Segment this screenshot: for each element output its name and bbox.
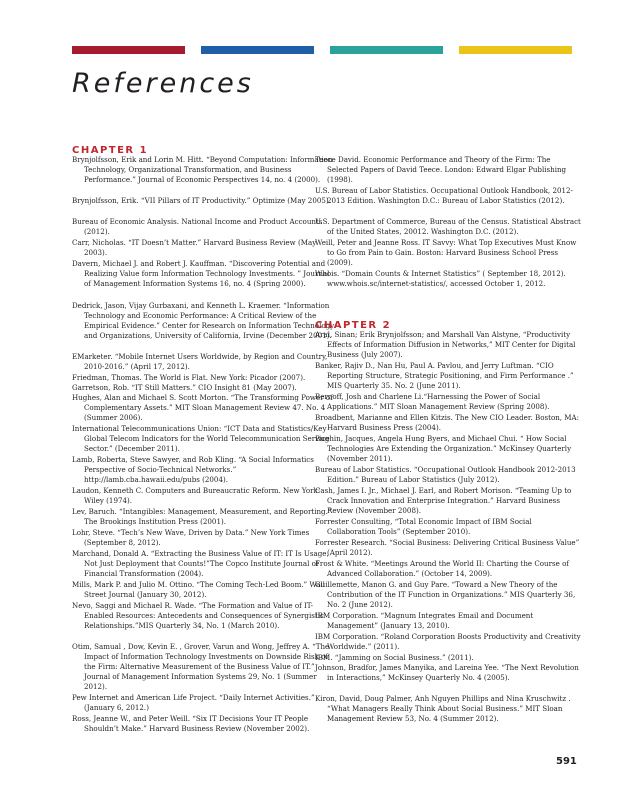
- reference-entry: Lamb, Roberta, Steve Sawyer, and Rob Kling. “A Social Informatics Perspective of Socio-Technical Networks.” http://lamb.cba.hawaii.edu/pubs (2004).: [72, 455, 314, 484]
- reference-entry: Bernoff, Josh and Charlene Li.“Harnessing the Power of Social Applications.” MIT Sloan Management Review (Spring 2008).: [315, 392, 550, 411]
- reference-entry: Weill, Peter and Jeanne Ross. IT Savvy: What Top Executives Must Know to Go from Pain to Gain. Boston: Harvard Business School Press (2009).: [315, 238, 577, 267]
- reference-entry: Frost & White. “Meetings Around the World II: Charting the Course of Advanced Collaboration.” (October 14, 2009).: [315, 559, 569, 578]
- reference-entry: Kiron, David, Doug Palmer, Anh Nguyen Phillips and Nina Kruschwitz . “What Managers Really Think About Social Business.” MIT Sloan Management Review 53, No. 4 (Summer 2012).: [315, 694, 571, 723]
- reference-entry: Bughin, Jacques, Angela Hung Byers, and Michael Chui. “ How Social Technologies Are Extending the Organization.” McKinsey Quarterly (November 2011).: [315, 434, 572, 463]
- reference-entry: Nevo, Saggi and Michael R. Wade. “The Formation and Value of IT-Enabled Resources: Antecedents and Consequences of Synergistic Relationships.”MIS Quarterly 34, No. 1 (March 2010).: [72, 601, 324, 630]
- color-bar: [330, 46, 443, 54]
- reference-entry: Aral, Sinan; Erik Brynjolfsson; and Marshall Van Alstyne, “Productivity Effects of Information Diffusion in Networks,” MIT Center for Digital Business (July 2007).: [315, 330, 576, 359]
- reference-entry: Lohr, Steve. “Tech’s New Wave, Driven by Data.” New York Times (September 8, 2012).: [72, 528, 310, 547]
- color-bar: [201, 46, 314, 54]
- reference-entry: Brynjolfsson, Erik. “VII Pillars of IT Productivity.” Optimize (May 2005).: [72, 196, 331, 205]
- reference-entry: Marchand, Donald A. “Extracting the Business Value of IT: IT Is Usage, Not Just Deployment that Counts!”The Copco Institute Journal of Financial Transformation (2004).: [72, 549, 329, 578]
- reference-entry: Broadbent, Marianne and Ellen Kitzis. The New CIO Leader. Boston, MA: Harvard Business Press (2004).: [315, 413, 580, 432]
- reference-entry: International Telecommunications Union: “ICT Data and Statistics/Key Global Telecom Indicators for the World Telecommunication Service Sector.” (December 2011).: [72, 424, 330, 453]
- reference-entry: U.S. Bureau of Labor Statistics. Occupational Outlook Handbook, 2012-2013 Edition. Washington D.C.: Bureau of Labor Statistics (2012).: [315, 186, 573, 205]
- reference-entry: Whois. “Domain Counts & Internet Statistics” ( September 18, 2012). www.whois.sc/internet-statistics/, accessed October 1, 2012.: [315, 269, 566, 288]
- reference-entry: Teece David. Economic Performance and Theory of the Firm: The Selected Papers of David Teece. London: Edward Elgar Publishing (1998).: [315, 155, 567, 184]
- reference-entry: U.S. Department of Commerce, Bureau of the Census. Statistical Abstract of the United States, 20012. Washington D.C. (2012).: [315, 217, 581, 236]
- reference-entry: IBM Corporation. “Roland Corporation Boosts Productivity and Creativity Worldwide.” (2011).: [315, 632, 581, 651]
- reference-entry: Johnson, Bradfor, James Manyika, and Lareina Yee. “The Next Revolution in Interactions,” McKinsey Quarterly No. 4 (2005).: [315, 663, 579, 682]
- reference-entry: Mills, Mark P. and Julio M. Ottino. “The Coming Tech-Led Boom.” Wall Street Journal (January 30, 2012).: [72, 580, 325, 599]
- reference-entry: Bureau of Labor Statistics. “Occupational Outlook Handbook 2012-2013 Edition.” Bureau of Labor Statistics (July 2012).: [315, 465, 576, 484]
- color-bar-strip: [72, 46, 572, 54]
- reference-entry: Pew Internet and American Life Project. “Daily Internet Activities.” (January 6, 2012.): [72, 693, 315, 712]
- chapter-1-heading: CHAPTER 1: [72, 145, 149, 156]
- reference-entry: Carr, Nicholas. “IT Doesn’t Matter.” Harvard Business Review (May 2003).: [72, 238, 317, 257]
- reference-entry: Forrester Research. “Social Business: Delivering Critical Business Value” (April 2012).: [315, 538, 580, 557]
- reference-entry: Laudon, Kenneth C. Computers and Bureaucratic Reform. New York: Wiley (1974).: [72, 486, 321, 505]
- reference-entry: Otim, Samual , Dow, Kevin E. , Grover, Varun and Wong, Jeffrey A. “The Impact of Information Technology Investments on Downside Risk of the Firm: Alternative Measurement of the Business Value of IT.” Journal of Management Information Systems 29, No. 1 (Summer 2012).: [72, 642, 330, 691]
- reference-entry: Cash, James I. Jr., Michael J. Earl, and Robert Morison. “Teaming Up to Crack Innovation and Enterprise Integration.” Harvard Business Review (November 2008).: [315, 486, 572, 515]
- reference-entry: Banker, Rajiv D., Nan Hu, Paul A. Pavlou, and Jerry Luftman. “CIO Reporting Structure, Strategic Positioning, and Firm Performance .” MIS Quarterly 35. No. 2 (June 2011).: [315, 361, 574, 390]
- reference-entry: IBM Corporation. “Magnum Integrates Email and Document Management” (January 13, 2010).: [315, 611, 534, 630]
- reference-entry: Guillemette, Manon G. and Guy Pare. “Toward a New Theory of the Contribution of the IT Function in Organizations.” MIS Quarterly 36, No. 2 (June 2012).: [315, 580, 576, 609]
- reference-entry: Friedman, Thomas. The World is Flat. New York: Picador (2007).: [72, 373, 306, 382]
- reference-entry: EMarketer. “Mobile Internet Users Worldwide, by Region and Country, 2010-2016.” (April 17, 2012).: [72, 352, 328, 371]
- page-number: 591: [556, 756, 577, 767]
- reference-entry: Forrester Consulting, “Total Economic Impact of IBM Social Collaboration Tools” (September 2010).: [315, 517, 532, 536]
- reference-entry: IBM. “Jamming on Social Business.” (2011).: [315, 653, 474, 662]
- reference-entry: Lev, Baruch. “Intangibles: Management, Measurement, and Reporting.” The Brookings Institution Press (2001).: [72, 507, 332, 526]
- reference-entry: Garretson, Rob. “IT Still Matters.” CIO Insight 81 (May 2007).: [72, 383, 297, 392]
- reference-entry: Bureau of Economic Analysis. National Income and Product Accounts (2012).: [72, 217, 323, 236]
- color-bar: [72, 46, 185, 54]
- reference-entry: Davern, Michael J. and Robert J. Kauffman. “Discovering Potential and Realizing Value form Information Technology Investments. ” Journal of Management Information Systems 16, no. 4 (Spring 2000).: [72, 259, 330, 288]
- chapter-2-heading: CHAPTER 2: [315, 320, 392, 331]
- reference-entry: Ross, Jeanne W., and Peter Weill. “Six IT Decisions Your IT People Shouldn’t Make.” Harvard Business Review (November 2002).: [72, 714, 310, 733]
- color-bar: [459, 46, 572, 54]
- reference-entry: Hughes, Alan and Michael S. Scott Morton. “The Transforming Power of Complementary Assets.” MIT Sloan Management Review 47. No. 4 (Summer 2006).: [72, 393, 333, 422]
- page-title: References: [72, 68, 254, 99]
- reference-entry: Brynjolfsson, Erik and Lorin M. Hitt. “Beyond Computation: Information Technology, Organizational Transformation, and Business Performance.” Journal of Economic Perspectives 14, no. 4 (2000).: [72, 155, 333, 184]
- reference-entry: Dedrick, Jason, Vijay Gurbaxani, and Kenneth L. Kraemer. “Information Technology and Economic Performance: A Critical Review of the Empirical Evidence.” Center for Research on Information Technology and Organizations, University of California, Irvine (December 2001).: [72, 301, 335, 340]
